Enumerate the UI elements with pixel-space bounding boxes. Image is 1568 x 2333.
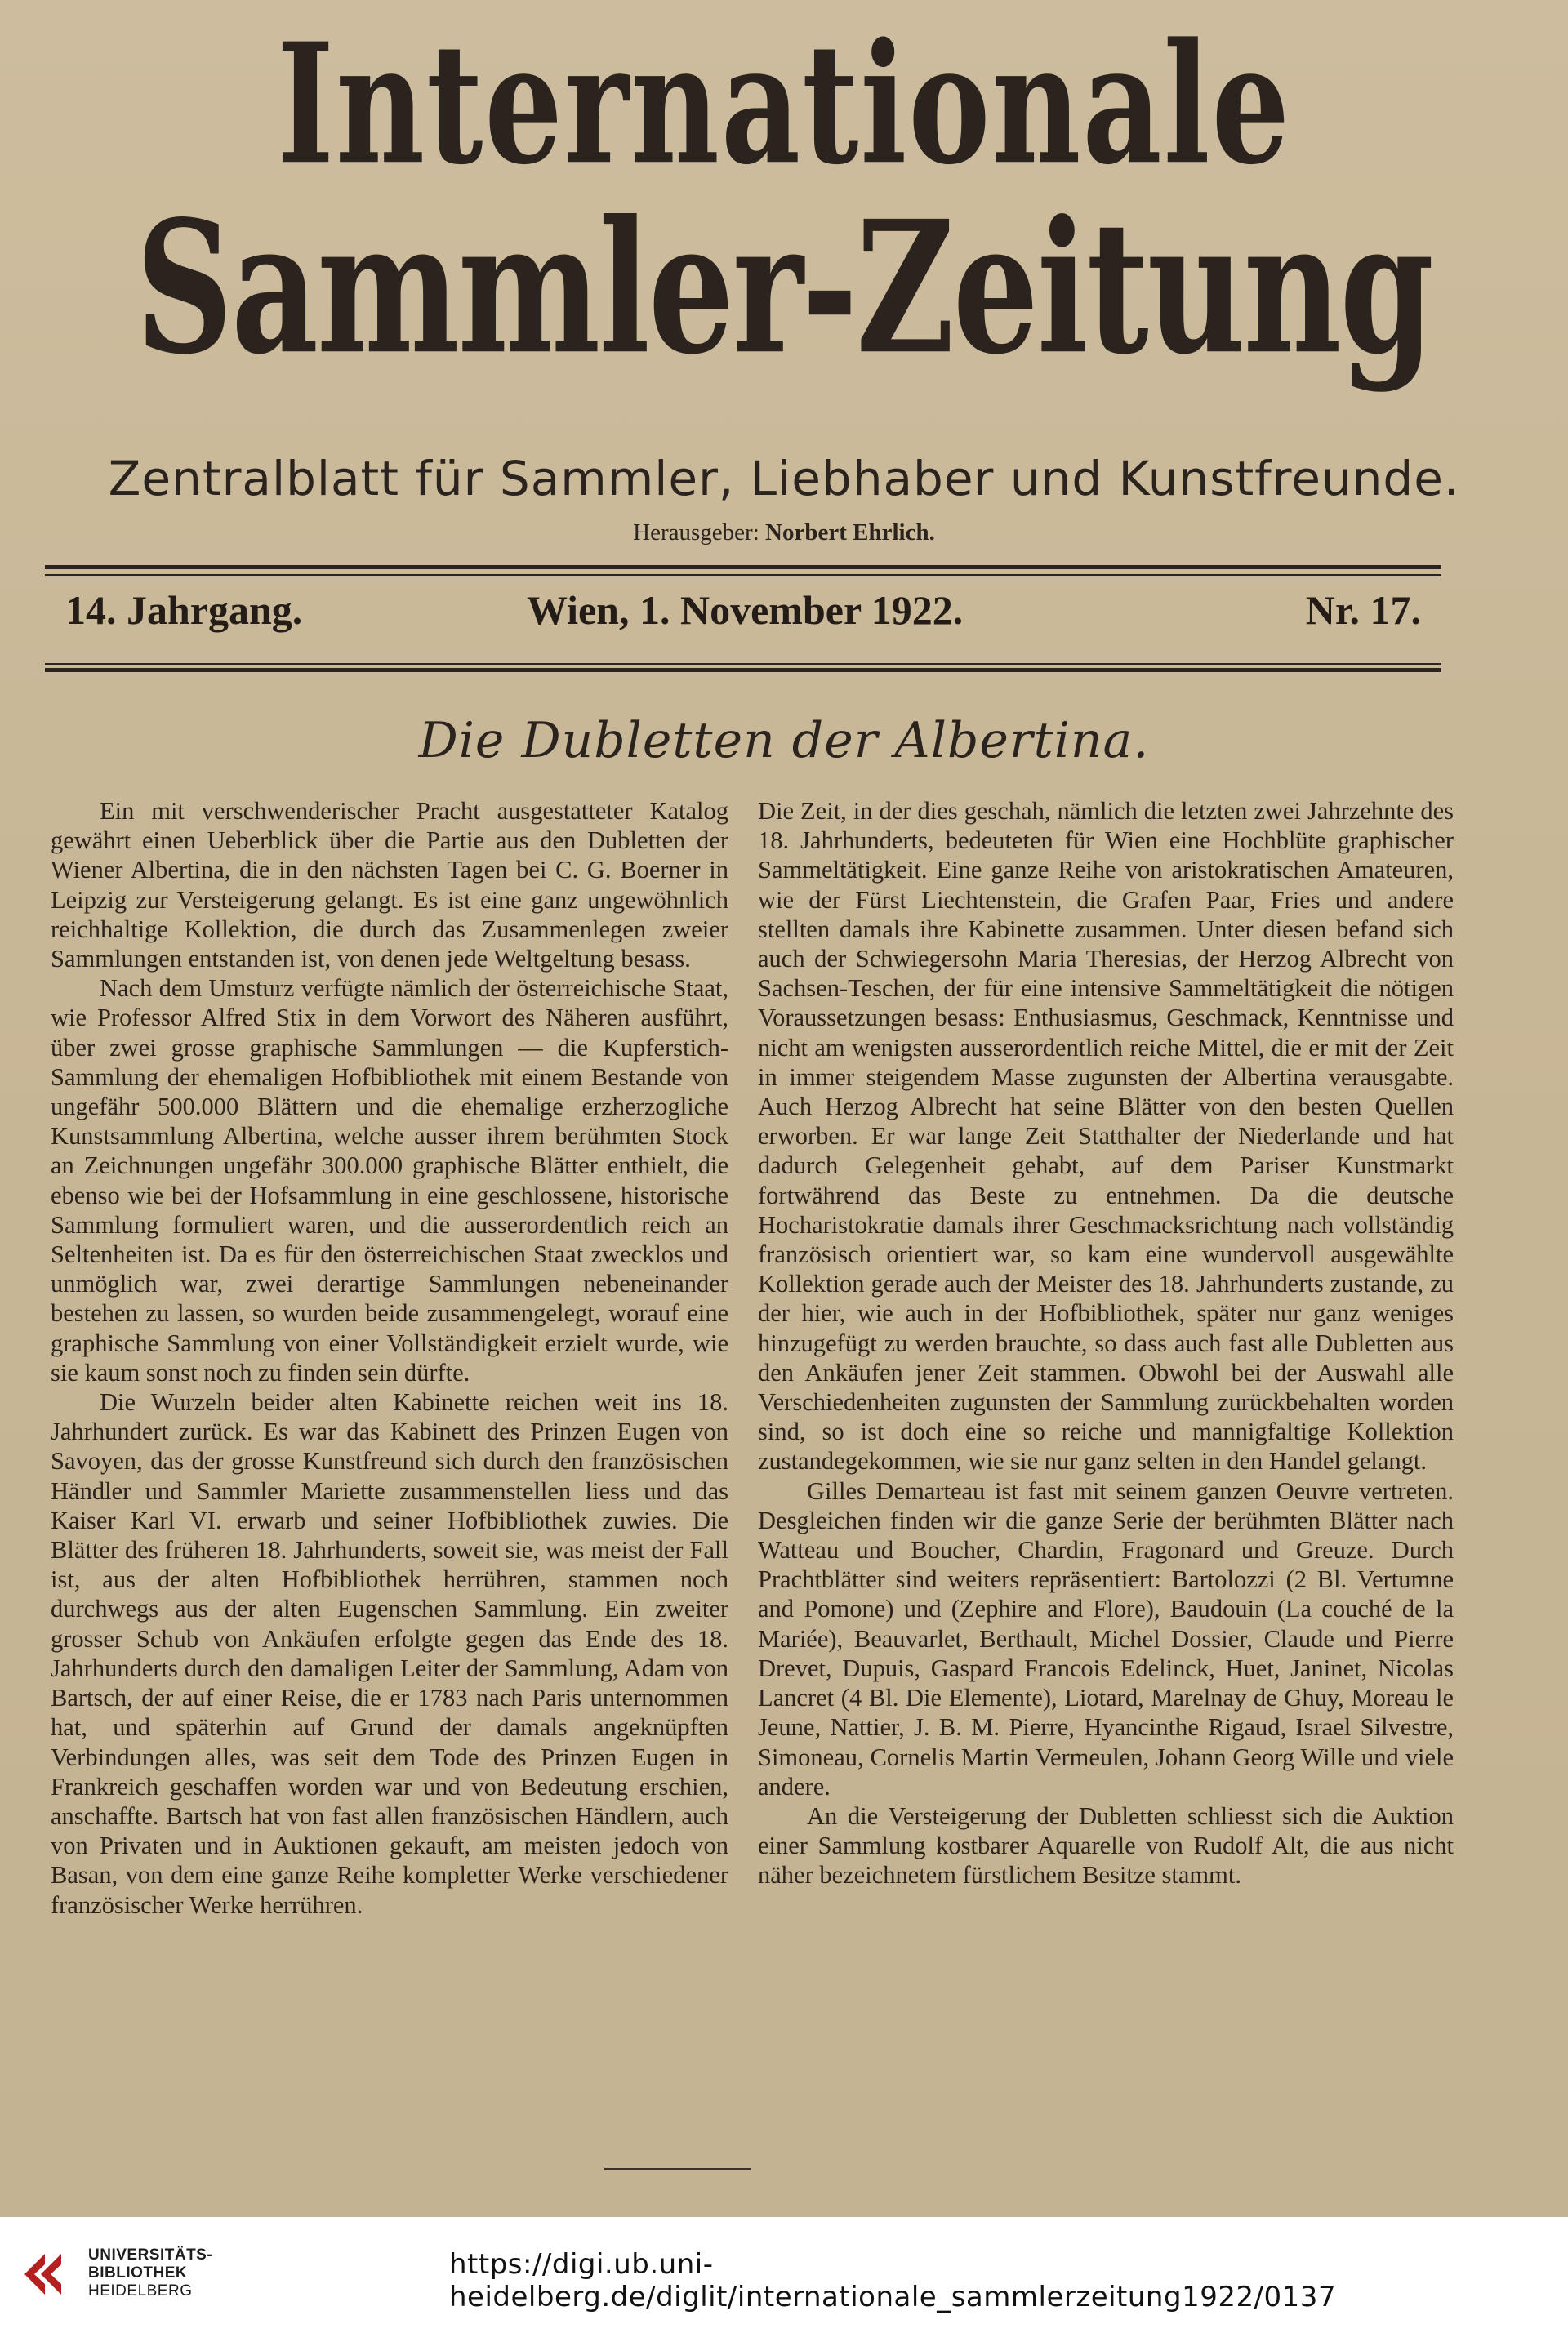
paragraph: Nach dem Umsturz verfügte nämlich der österreichische Staat, wie Professor Alfred Stix in dem Vorwort des Näheren ausführt, über zwei grosse graphische Sammlungen — die Kupferstich-Sammlung der ehemaligen Hofbibliothek mit einem Bestande von ungefähr 500.000 Blättern und die ehemalige erzherzogliche Kunstsammlung Albertina, welche ausser ihrem berühmten Stock an Zeichnungen ungefähr 300.000 graphische Blätter enthielt, die ebenso wie bei der Hofsammlung in eine geschlossene, historische Sammlung formuliert waren, und die ausserordentlich reich an Seltenheiten ist. Da es für den österreichischen Staat zwecklos und unmöglich war, zwei derartige Sammlungen nebeneinander bestehen zu lassen, so wurden beide zusammengelegt, worauf eine graphische Sammlung von einer Vollständigkeit erzielt wurde, wie sie kaum sonst noch zu finden sein dürfte.	[51, 974, 728, 1387]
volume-label: 14. Jahrgang.	[65, 587, 303, 633]
library-line3: HEIDELBERG	[88, 2282, 193, 2300]
paragraph: Die Zeit, in der dies geschah, nämlich die letzten zwei Jahrzehnte des 18. Jahrhunderts, bedeuteten für Wien eine Hochblüte graphischer Sammeltätigkeit. Eine ganze Reihe von aristokratischen Amateuren, wie der Fürst Liechtenstein, die Grafen Paar, Fries und andere stellten damals ihre Kabinette zusammen. Unter diesen befand sich auch der Schwiegersohn Maria Theresias, der Herzog Albrecht von Sachsen-Teschen, der für eine intensive Sammeltätigkeit die nötigen Voraussetzungen besass: Enthusiasmus, Geschmack, Kenntnisse und nicht am wenigsten ausserordentlich reiche Mittel, die er mit der Zeit in immer steigendem Masse zugunsten der Albertina verausgabte. Auch Herzog Albrecht hat seine Blätter von den besten Quellen erworben. Er war lange Zeit Statthalter der Niederlande und hat dadurch Gelegenheit gehabt, auf dem Pariser Kunstmarkt fortwährend das Beste zu entnehmen. Da die deutsche Hocharistokratie damals ihrer Geschmacksrichtung nach vollständig französisch orientiert war, so kam eine wundervoll ausgewählte Kollektion gerade auch der Meister des 18. Jahrhunderts zustande, zu der hier, wie auch in der Hofbibliothek, später nur ganz weniges hinzugefügt zu werden brauchte, so dass auch fast alle Dubletten aus den Ankäufen jener Zeit stammen. Obwohl bei der Auswahl alle Verschiedenheiten zugunsten der Sammlung zurückbehalten worden sind, so ist doch eine so reiche und mannigfaltige Kollektion zustandegekommen, wie sie nur ganz selten in den Handel gelangt.	[758, 797, 1454, 1476]
article-headline: Die Dubletten der Albertina.	[418, 712, 1150, 769]
bottom-rule-thin	[45, 663, 1441, 665]
library-line2: BIBLIOTHEK	[88, 2264, 188, 2282]
library-name	[88, 2246, 212, 2300]
library-logo-icon	[16, 2242, 74, 2307]
issue-number: Nr. 17.	[1305, 587, 1421, 633]
masthead-title-line1: Internationale	[276, 7, 1292, 202]
paragraph: Gilles Demarteau ist fast mit seinem ganzen Oeuvre vertreten. Desgleichen finden wir die ganze Serie der berühmten Blätter nach Watteau und Boucher, Chardin, Fragonard und Greuze. Durch Prachtblätter sind weiters repräsentiert: Bartolozzi (2 Bl. Vertumne and Pomone) und (Zephire and Flore), Baudouin (La couché de la Mariée), Beauvarlet, Berthault, Michel Dossier, Claude und Pierre Drevet, Dupuis, Gaspard Francois Edelinck, Huet, Janinet, Nicolas Lancret (4 Bl. Die Elemente), Liotard, Marelnay de Ghuy, Moreau le Jeune, Nattier, J. B. M. Pierre, Hyancinthe Rigaud, Israel Silvestre, Simoneau, Cornelis Martin Vermeulen, Johann Georg Wille und viele andere.	[758, 1476, 1454, 1801]
paragraph: An die Versteigerung der Dubletten schliesst sich die Auktion einer Sammlung kostbarer Aquarelle von Rudolf Alt, die aus nicht näher bezeichnetem fürstlichem Besitze stammt.	[758, 1801, 1454, 1890]
paragraph: Ein mit verschwenderischer Pracht ausgestatteter Katalog gewährt einen Ueberblick über die Partie aus den Dubletten der Wiener Albertina, die in den nächsten Tagen bei C. G. Boerner in Leipzig zur Versteigerung gelangt. Es ist eine ganz ungewöhnlich reichhaltige Kollektion, die durch das Zusammenlegen zweier Sammlungen entstanden ist, von denen jede Weltgeltung besass.	[51, 797, 728, 973]
publisher-name: Norbert Ehrlich.	[765, 519, 935, 545]
library-line1: UNIVERSITÄTS-	[88, 2246, 213, 2264]
top-rule-thick	[45, 565, 1441, 569]
paragraph: Die Wurzeln beider alten Kabinette reichen weit ins 18. Jahrhundert zurück. Es war das Kabinett des Prinzen Eugen von Savoyen, das der grosse Kunstfreund sich durch den französischen Händler und Sammler Mariette zusammenstellen liess und das Kaiser Karl VI. erwarb und seiner Hofbibliothek zuwies. Die Blätter des früheren 18. Jahrhunderts, soweit sie, was meist der Fall ist, aus der alten Hofbibliothek herrühren, stammen noch durchwegs aus der alten Eugenschen Sammlung. Ein zweiter grosser Schub von Ankäufen erfolgte gegen das Ende des 18. Jahrhunderts durch den damaligen Leiter der Sammlung, Adam von Bartsch, der auf einer Reise, die er 1783 nach Paris unternommen hat, und späterhin auf Grund der damals angeknüpften Verbindungen alles, was seit dem Tode des Prinzen Eugen in Frankreich geschaffen worden war und von Bedeutung erschien, anschaffte. Bartsch hat von fast allen französischen Händlern, auch von Privaten und in Auktionen gekauft, am meisten jedoch von Basan, von dem eine ganze Reihe kompletter Werke verschiedener französischer Werke herrühren.	[51, 1388, 728, 1919]
source-url-link[interactable]: https://digi.ub.uni-heidelberg.de/diglit/internationale_sammlerzeitung1922/0137	[449, 2248, 1337, 2313]
top-rule-thin	[45, 574, 1441, 576]
article-column-left	[51, 796, 728, 1920]
dateline	[65, 586, 1421, 643]
end-rule	[604, 2168, 751, 2170]
masthead-title-line2: Sammler-Zeitung	[136, 180, 1432, 394]
publisher-label: Herausgeber:	[633, 519, 760, 545]
article-column-right	[758, 796, 1454, 1890]
footer-bar	[0, 2217, 1568, 2333]
masthead-subtitle: Zentralblatt für Sammler, Liebhaber und Kunstfreunde.	[108, 451, 1460, 506]
place-date: Wien, 1. November 1922.	[527, 587, 964, 633]
publisher-line	[0, 519, 1568, 546]
bottom-rule-thick	[45, 668, 1441, 672]
